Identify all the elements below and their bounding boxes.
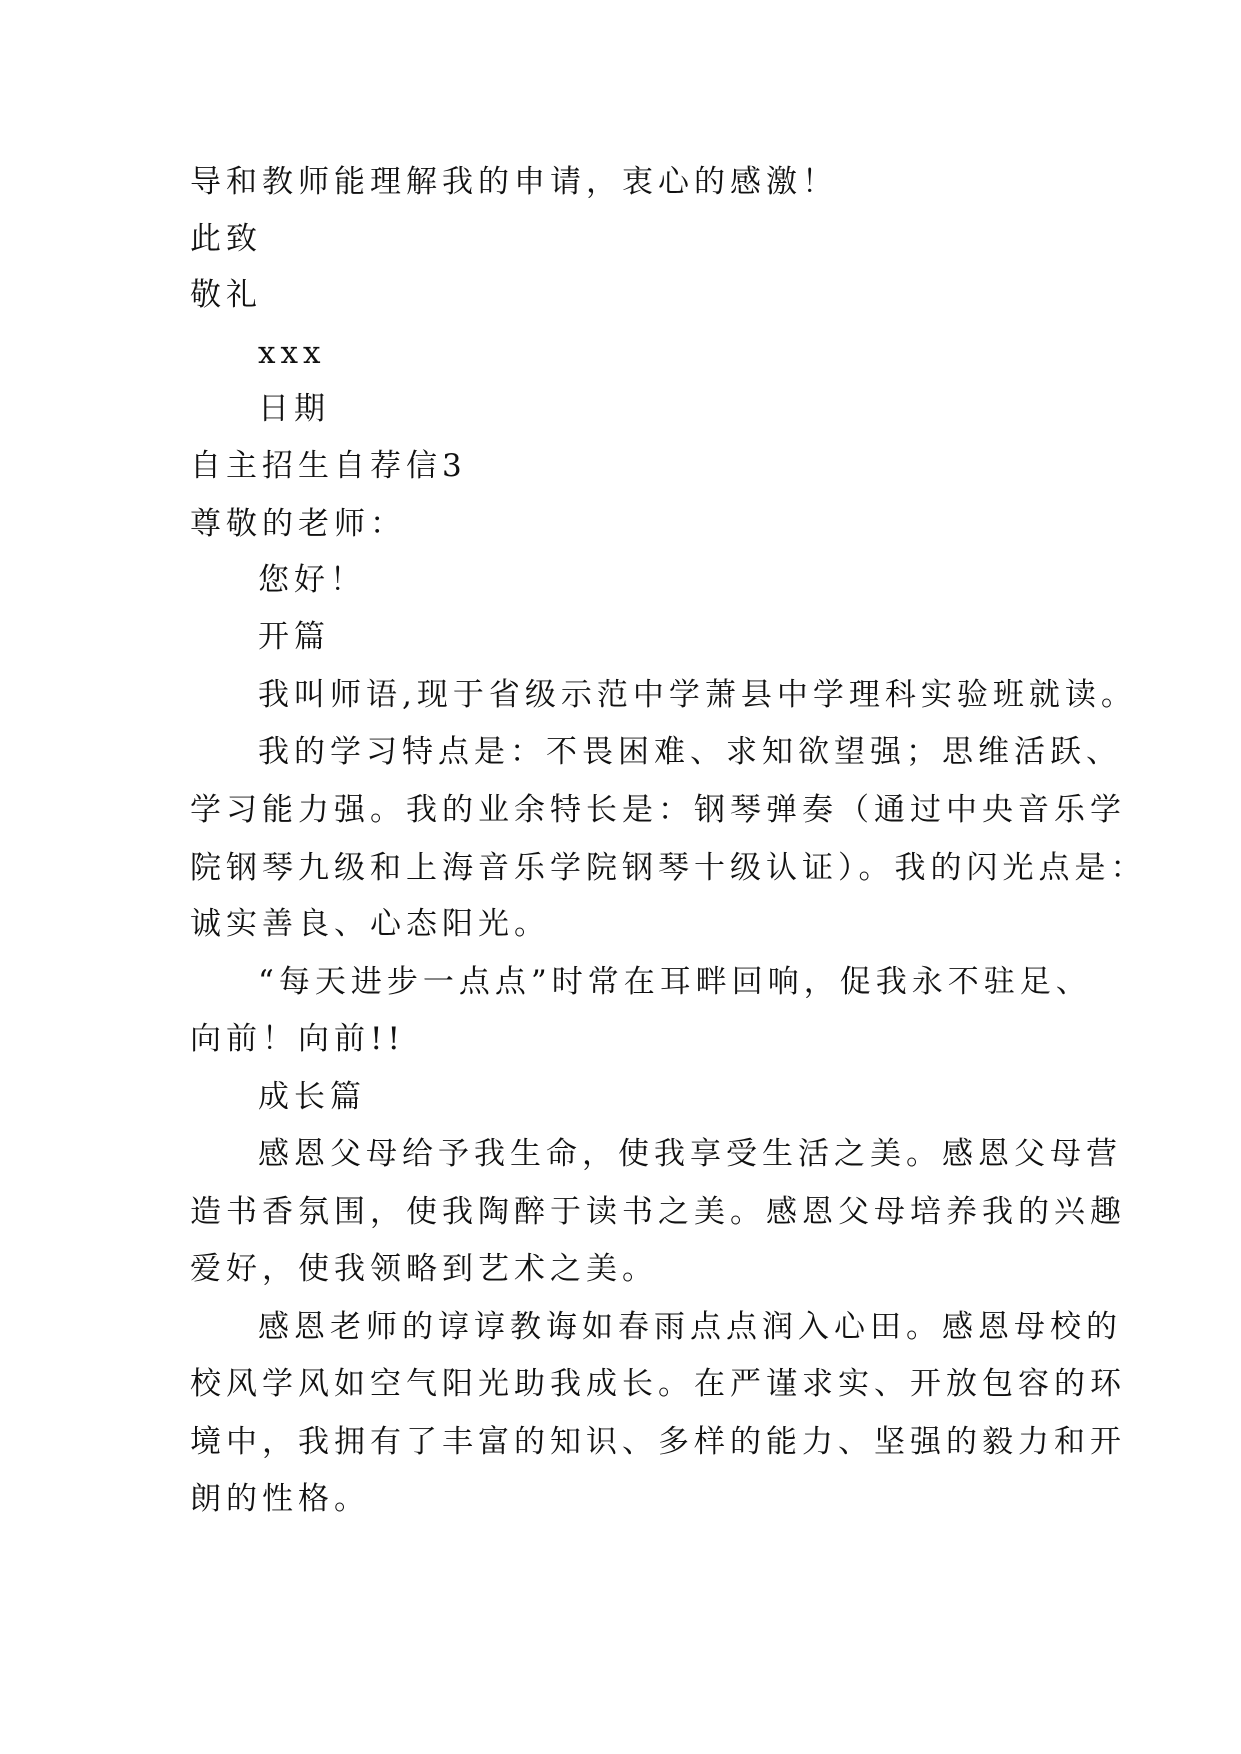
salutation: 尊敬的老师： <box>190 506 406 542</box>
text-line: 向前！向前!! <box>190 1021 405 1057</box>
text-line: 诚实善良、心态阳光。 <box>190 906 550 942</box>
text-line: 我的学习特点是：不畏困难、求知欲望强；思维活跃、 <box>258 734 1122 770</box>
text-line: 导和教师能理解我的申请，衷心的感激！ <box>190 164 838 200</box>
text-line: 院钢琴九级和上海音乐学院钢琴十级认证）。我的闪光点是： <box>190 850 1147 886</box>
signature-name: xxx <box>258 335 326 371</box>
signature-date: 日期 <box>258 391 330 427</box>
text-line: 造书香氛围，使我陶醉于读书之美。感恩父母培养我的兴趣 <box>190 1194 1126 1230</box>
text-line: 爱好，使我领略到艺术之美。 <box>190 1251 658 1287</box>
greeting: 您好！ <box>258 562 366 598</box>
text-line: 此致 <box>190 221 262 257</box>
text-line: 感恩父母给予我生命，使我享受生活之美。感恩父母营 <box>258 1136 1122 1172</box>
text-line: 敬礼 <box>190 277 262 313</box>
text-line: 学习能力强。我的业余特长是：钢琴弹奏（通过中央音乐学 <box>190 792 1126 828</box>
text-line: 朗的性格。 <box>190 1481 370 1517</box>
subheading: 开篇 <box>258 619 330 655</box>
text-line: 感恩老师的谆谆教诲如春雨点点润入心田。感恩母校的 <box>258 1309 1122 1345</box>
text-line: “每天进步一点点”时常在耳畔回响，促我永不驻足、 <box>258 964 1092 1000</box>
text-line: 境中，我拥有了丰富的知识、多样的能力、坚强的毅力和开 <box>190 1424 1126 1460</box>
section-title: 自主招生自荐信3 <box>190 448 467 484</box>
text-line: 我叫师语,现于省级示范中学萧县中学理科实验班就读。 <box>258 677 1137 713</box>
subheading: 成长篇 <box>258 1079 366 1115</box>
text-line: 校风学风如空气阳光助我成长。在严谨求实、开放包容的环 <box>190 1366 1126 1402</box>
